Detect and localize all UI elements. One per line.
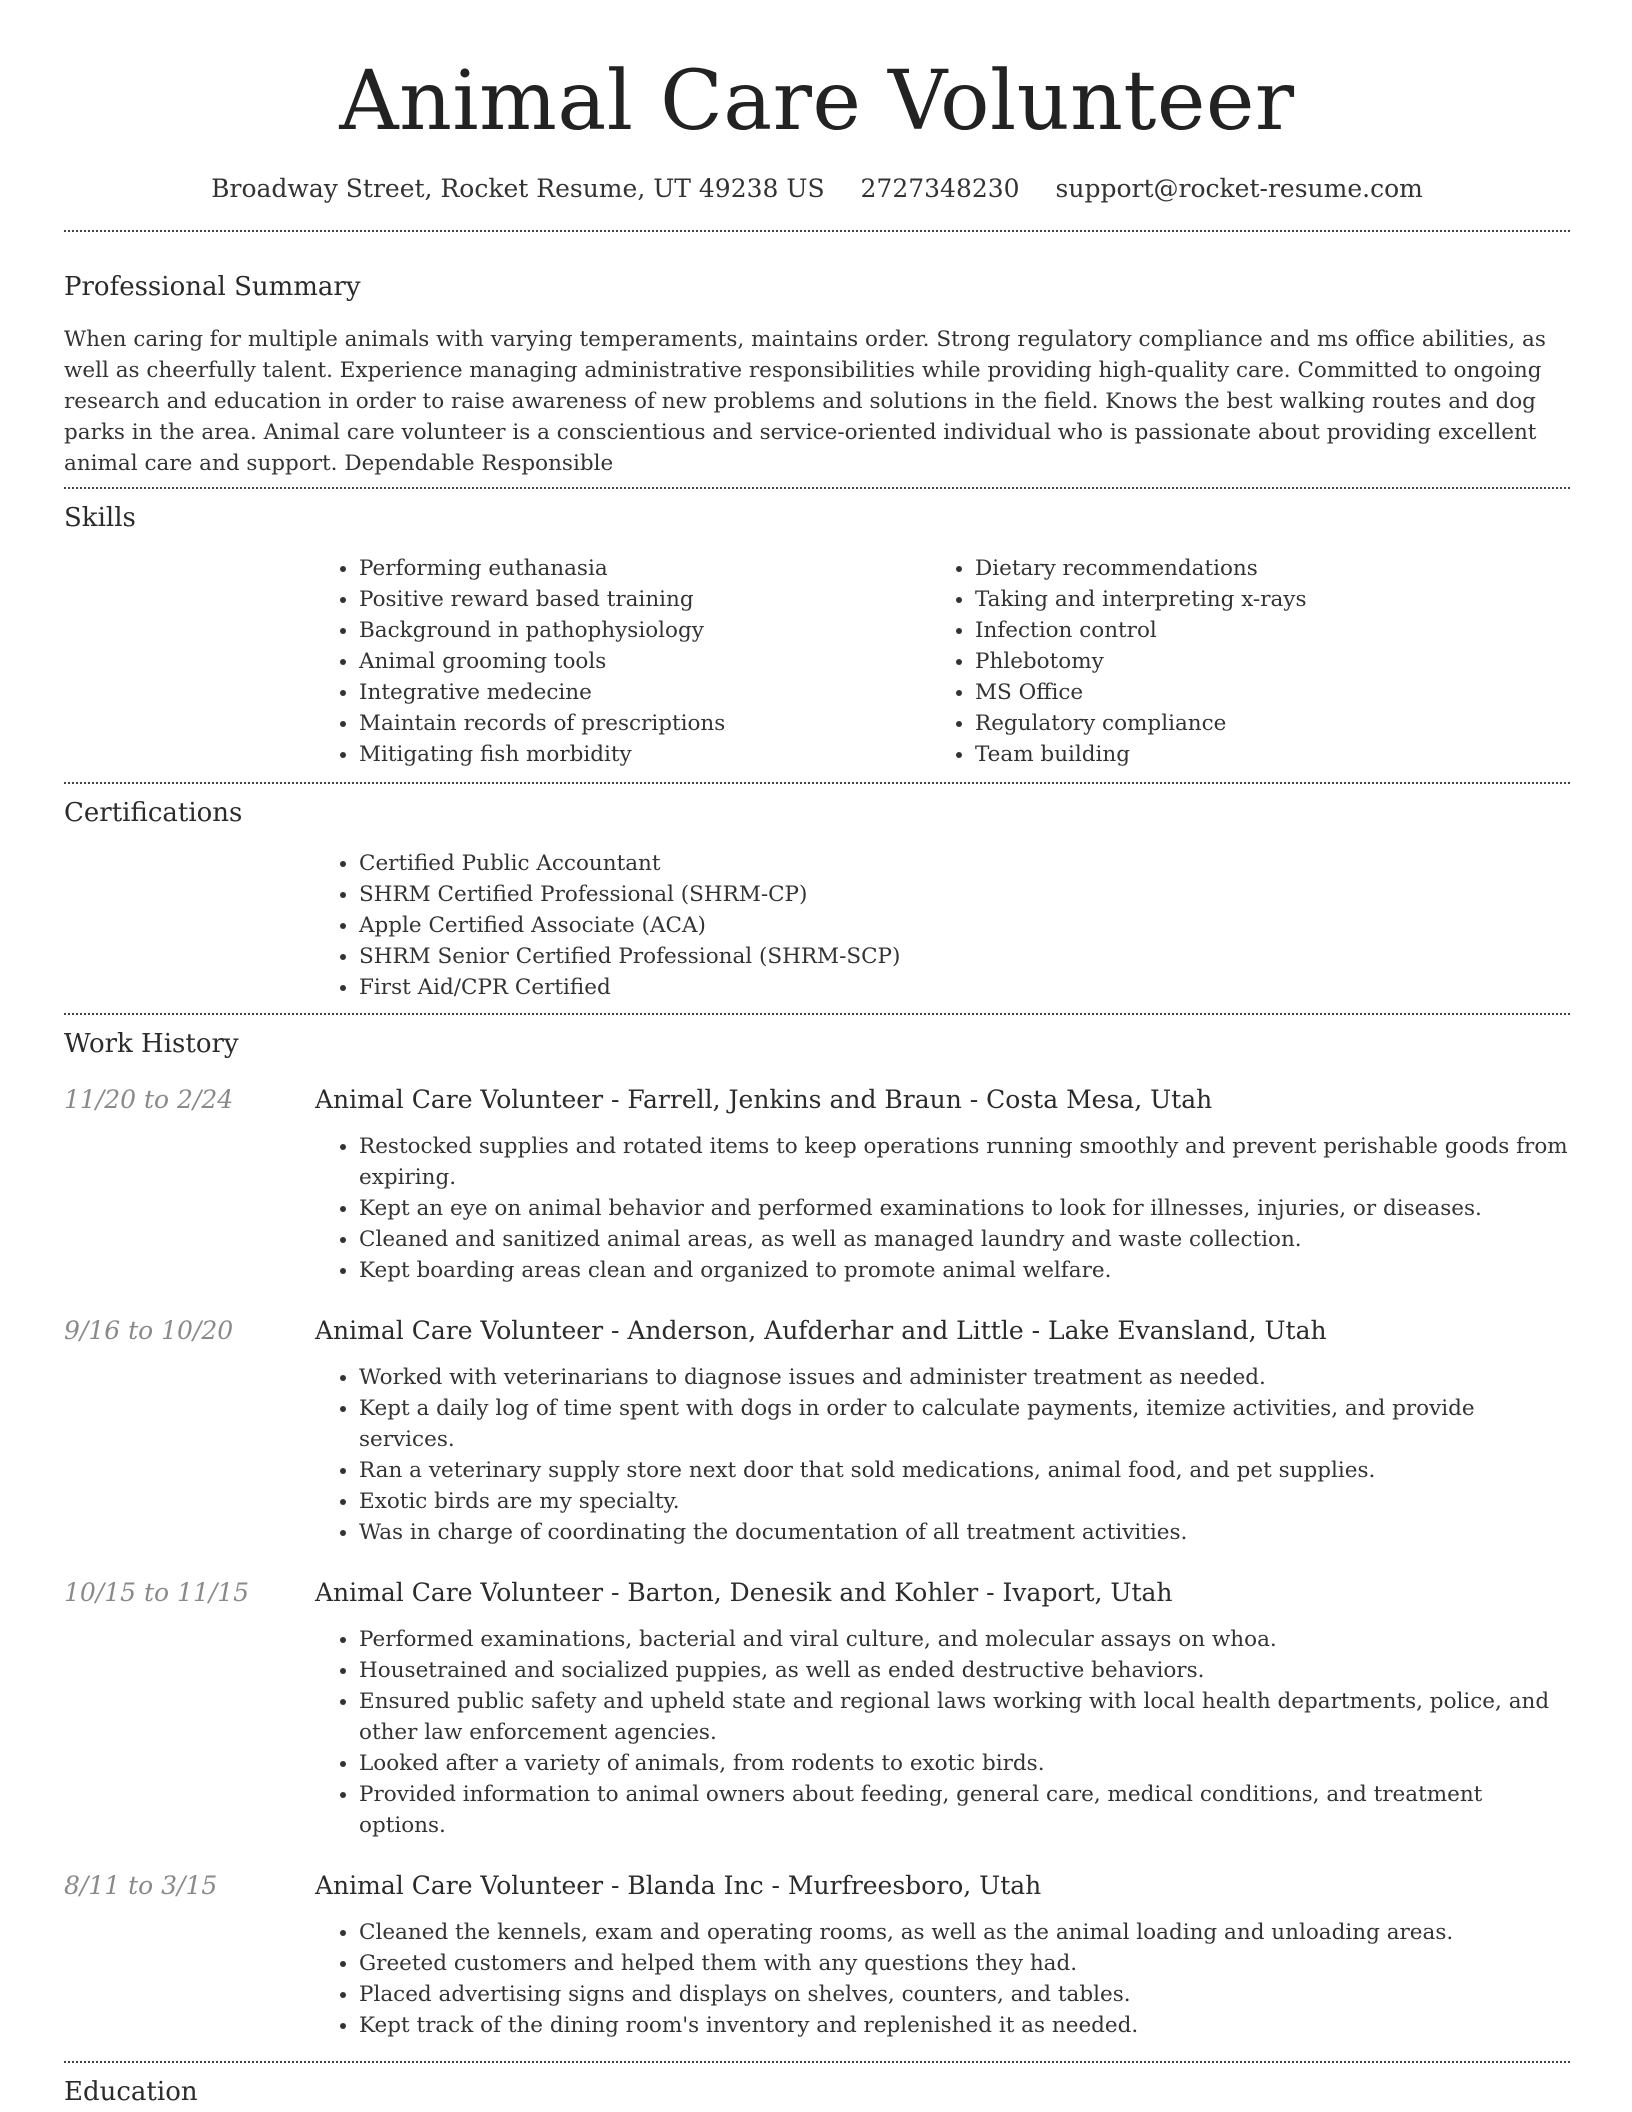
list-item: • Animal grooming tools (359, 646, 931, 677)
section-divider (64, 487, 1570, 489)
list-item: • Placed advertising signs and displays on shelves, counters, and tables. (359, 1979, 1570, 2010)
certifications-list (315, 848, 1570, 1003)
job-entry (64, 1083, 1570, 1286)
list-item: • Cleaned and sanitized animal areas, as well as managed laundry and waste collection. (359, 1224, 1570, 1255)
list-item: • MS Office (975, 677, 1547, 708)
list-item: • Was in charge of coordinating the documentation of all treatment activities. (359, 1517, 1570, 1548)
list-item: • Dietary recommendations (975, 553, 1547, 584)
job-bullets (315, 1917, 1570, 2041)
job-details (315, 1576, 1570, 1841)
list-item: • Cleaned the kennels, exam and operating rooms, as well as the animal loading and unloading areas. (359, 1917, 1570, 1948)
job-bullets (315, 1362, 1570, 1548)
job-title: Animal Care Volunteer - Anderson, Aufderhar and Little - Lake Evansland, Utah (315, 1316, 1327, 1345)
job-details (315, 1083, 1570, 1286)
skills-column-left (315, 553, 931, 770)
summary-section (64, 270, 1570, 479)
work-history-section (64, 1027, 1570, 2041)
list-item: • Exotic birds are my specialty. (359, 1486, 1570, 1517)
list-item: • Certified Public Accountant (359, 848, 1570, 879)
list-item: • Team building (975, 739, 1547, 770)
list-item: • Kept boarding areas clean and organized to promote animal welfare. (359, 1255, 1570, 1286)
section-divider (64, 230, 1570, 232)
list-item: • Greeted customers and helped them with any questions they had. (359, 1948, 1570, 1979)
list-item: • Performed examinations, bacterial and viral culture, and molecular assays on whoa. (359, 1624, 1570, 1655)
list-item: • Kept track of the dining room's inventory and replenished it as needed. (359, 2010, 1570, 2041)
contact-email: support@rocket-resume.com (1055, 174, 1423, 203)
skills-grid (315, 553, 1570, 770)
resume-page (64, 0, 1570, 2109)
certifications-section (64, 796, 1570, 1003)
job-title: Animal Care Volunteer - Blanda Inc - Murfreesboro, Utah (315, 1871, 1042, 1900)
list-item: • Apple Certified Associate (ACA) (359, 910, 1570, 941)
list-item: • Restocked supplies and rotated items to keep operations running smoothly and prevent perishable goods from expiring. (359, 1131, 1570, 1193)
list-item: • Regulatory compliance (975, 708, 1547, 739)
section-divider (64, 1013, 1570, 1015)
job-title: Animal Care Volunteer - Barton, Denesik and Kohler - Ivaport, Utah (315, 1578, 1173, 1607)
section-divider (64, 782, 1570, 784)
list-item: • Phlebotomy (975, 646, 1547, 677)
job-title: Animal Care Volunteer - Farrell, Jenkins and Braun - Costa Mesa, Utah (315, 1085, 1213, 1114)
job-bullets (315, 1624, 1570, 1841)
summary-text: When caring for multiple animals with varying temperaments, maintains order. Strong regulatory compliance and ms office abilities, as well as cheerfully talent. Experience managing administrative responsibilities while providing high-quality care. Committed to ongoing research and education in order to raise awareness of new problems and solutions in the field. Knows the best walking routes and dog parks in the area. Animal care volunteer is a conscientious and service-oriented individual who is passionate about providing excellent animal care and support. Dependable Responsible (64, 327, 1546, 476)
work-history-heading: Work History (64, 1029, 239, 1059)
jobs-list (64, 1083, 1570, 2041)
job-details (315, 1314, 1570, 1548)
skills-list-left (315, 553, 931, 770)
job-dates: 10/15 to 11/15 (64, 1578, 250, 1607)
list-item: • Looked after a variety of animals, from rodents to exotic birds. (359, 1748, 1570, 1779)
job-entry (64, 1869, 1570, 2041)
list-item: • Ran a veterinary supply store next door that sold medications, animal food, and pet supplies. (359, 1455, 1570, 1486)
list-item: • Infection control (975, 615, 1547, 646)
contact-phone: 2727348230 (860, 174, 1020, 203)
resume-name: Animal Care Volunteer (339, 54, 1295, 149)
skills-column-right (931, 553, 1547, 770)
skills-heading: Skills (64, 503, 136, 533)
skills-section (64, 501, 1570, 770)
job-dates: 11/20 to 2/24 (64, 1085, 234, 1114)
list-item: • Kept a daily log of time spent with dogs in order to calculate payments, itemize activities, and provide services. (359, 1393, 1570, 1455)
list-item: • Kept an eye on animal behavior and performed examinations to look for illnesses, injuries, or diseases. (359, 1193, 1570, 1224)
list-item: • Provided information to animal owners about feeding, general care, medical conditions, and treatment options. (359, 1779, 1570, 1841)
contact-line (64, 172, 1570, 206)
list-item: • First Aid/CPR Certified (359, 972, 1570, 1003)
list-item: • SHRM Senior Certified Professional (SHRM-SCP) (359, 941, 1570, 972)
job-entry (64, 1576, 1570, 1841)
list-item: • SHRM Certified Professional (SHRM-CP) (359, 879, 1570, 910)
job-dates: 8/11 to 3/15 (64, 1871, 218, 1900)
summary-heading: Professional Summary (64, 272, 361, 302)
list-item: • Ensured public safety and upheld state and regional laws working with local health departments, police, and other law enforcement agencies. (359, 1686, 1570, 1748)
certifications-heading: Certifications (64, 798, 243, 828)
education-heading: Education (64, 2077, 198, 2107)
list-item: • Maintain records of prescriptions (359, 708, 931, 739)
list-item: • Performing euthanasia (359, 553, 931, 584)
list-item: • Mitigating fish morbidity (359, 739, 931, 770)
list-item: • Integrative medecine (359, 677, 931, 708)
list-item: • Worked with veterinarians to diagnose issues and administer treatment as needed. (359, 1362, 1570, 1393)
section-divider (64, 2061, 1570, 2063)
list-item: • Background in pathophysiology (359, 615, 931, 646)
contact-address: Broadway Street, Rocket Resume, UT 49238 US (211, 174, 825, 203)
skills-list-right (931, 553, 1547, 770)
education-section (64, 2075, 1570, 2109)
list-item: • Housetrained and socialized puppies, as well as ended destructive behaviors. (359, 1655, 1570, 1686)
list-item: • Positive reward based training (359, 584, 931, 615)
list-item: • Taking and interpreting x-rays (975, 584, 1547, 615)
job-bullets (315, 1131, 1570, 1286)
job-entry (64, 1314, 1570, 1548)
job-details (315, 1869, 1570, 2041)
job-dates: 9/16 to 10/20 (64, 1316, 234, 1345)
